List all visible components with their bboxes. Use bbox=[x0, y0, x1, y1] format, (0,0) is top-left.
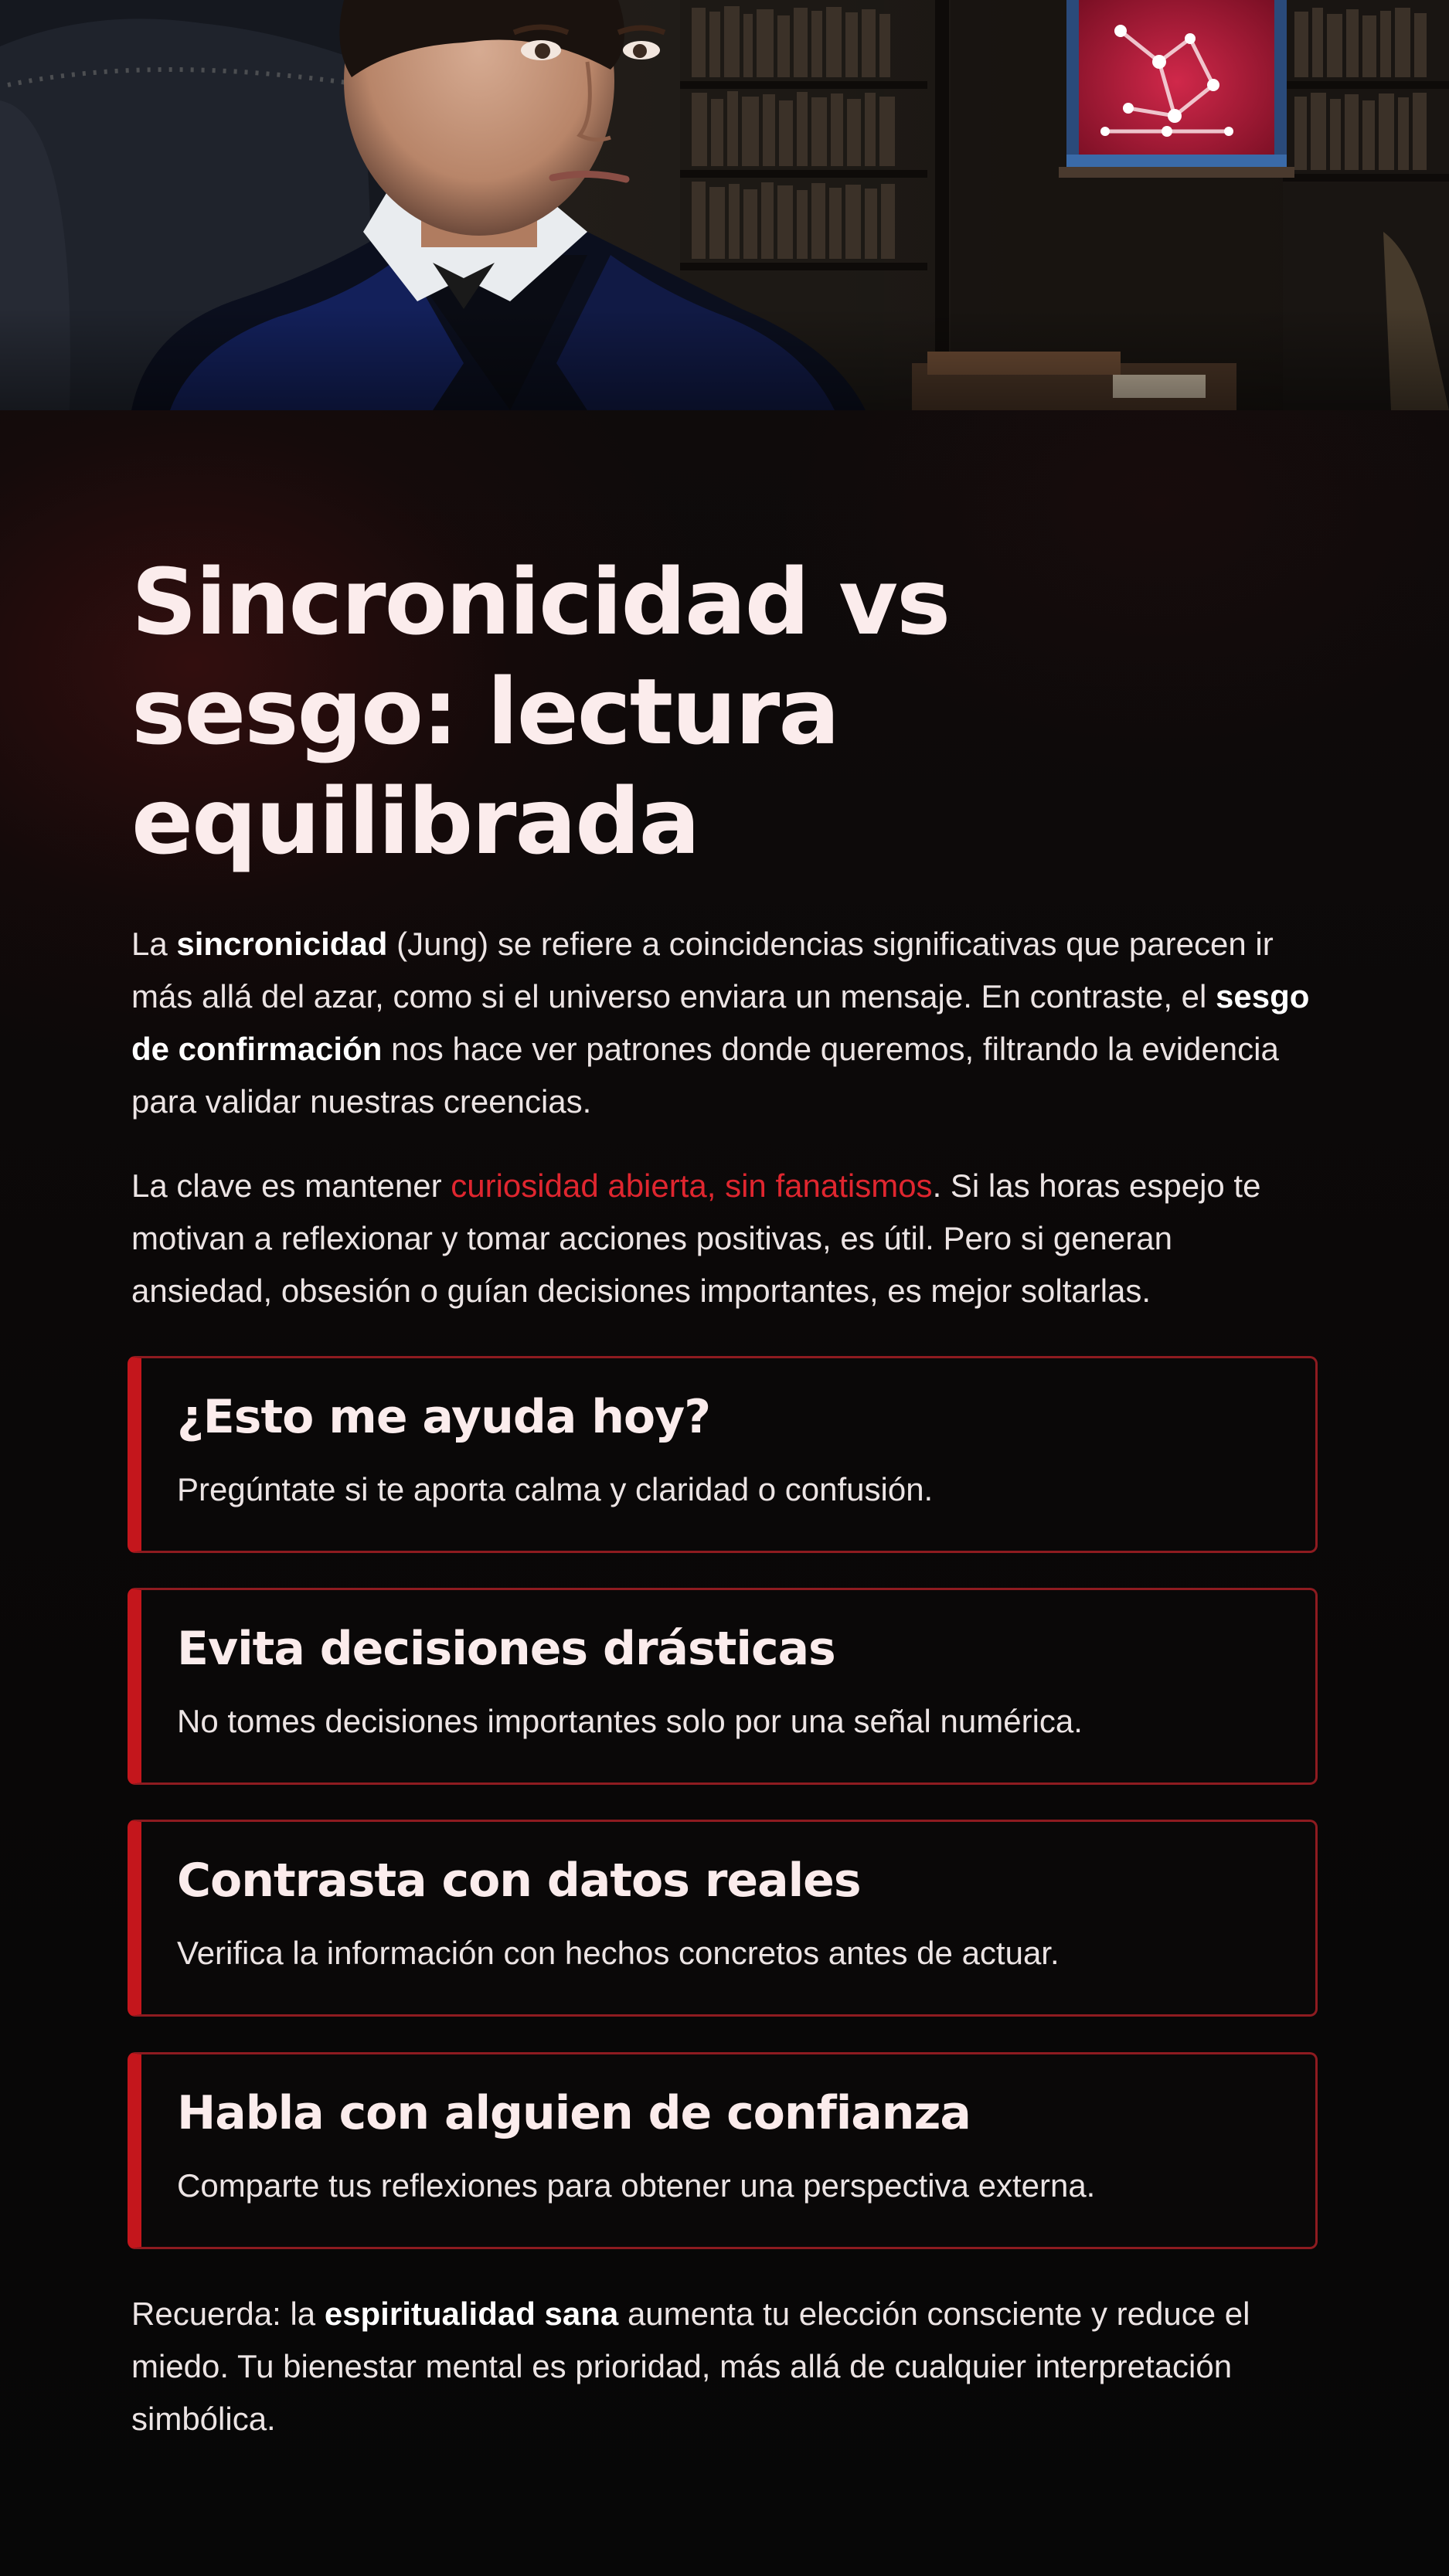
keyword-sincronicidad: sincronicidad bbox=[176, 926, 388, 962]
highlight-text: curiosidad abierta, sin fanatismos bbox=[451, 1167, 933, 1204]
closing-paragraph: Recuerda: la espiritualidad sana aumenta tu elección consciente y reduce el miedo. Tu bienestar mental es prioridad, más allá de cualquier interpretación simbólica. bbox=[131, 2296, 1250, 2437]
page-title: Sincronicidad vs sesgo: lectura equilibrada bbox=[131, 549, 950, 875]
hero-image bbox=[0, 0, 1449, 410]
tip-card-text: Verifica la información con hechos concretos antes de actuar. bbox=[177, 1935, 1060, 1971]
tip-card-title: Evita decisiones drásticas bbox=[177, 1622, 835, 1676]
tip-card-text: No tomes decisiones importantes solo por una señal numérica. bbox=[177, 1703, 1083, 1739]
tip-card-title: Contrasta con datos reales bbox=[177, 1854, 861, 1908]
tip-card-title: ¿Esto me ayuda hoy? bbox=[177, 1390, 711, 1444]
tip-card-text: Pregúntate si te aporta calma y claridad o confusión. bbox=[177, 1471, 934, 1507]
tip-card bbox=[128, 1588, 1318, 1785]
key-paragraph: La clave es mantener curiosidad abierta, sin fanatismos. Si las horas espejo te motivan a reflexionar y tomar acciones positivas, es útil. Pero si generan ansiedad, obsesión o guían decisiones importantes, es mejor soltarlas. bbox=[131, 1167, 1261, 1309]
tip-card-title: Habla con alguien de confianza bbox=[177, 2086, 971, 2140]
article-body bbox=[0, 410, 1449, 2576]
tip-card bbox=[128, 1820, 1318, 2017]
portrait-in-library-photo bbox=[0, 0, 1449, 410]
intro-paragraph: La sincronicidad (Jung) se refiere a coincidencias significativas que parecen ir más allá del azar, como si el universo enviara un mensaje. En contraste, el sesgo de confirmación nos hace ver patrones donde queremos, filtrando la evidencia para validar nuestras creencias. bbox=[131, 926, 1310, 1120]
tip-card bbox=[128, 2052, 1318, 2249]
keyword-espiritualidad: espiritualidad sana bbox=[324, 2296, 619, 2332]
tip-card bbox=[128, 1356, 1318, 1553]
tip-card-text: Comparte tus reflexiones para obtener una perspectiva externa. bbox=[177, 2167, 1096, 2204]
keyword-sesgo: sesgo de confirmación bbox=[131, 978, 1310, 1067]
